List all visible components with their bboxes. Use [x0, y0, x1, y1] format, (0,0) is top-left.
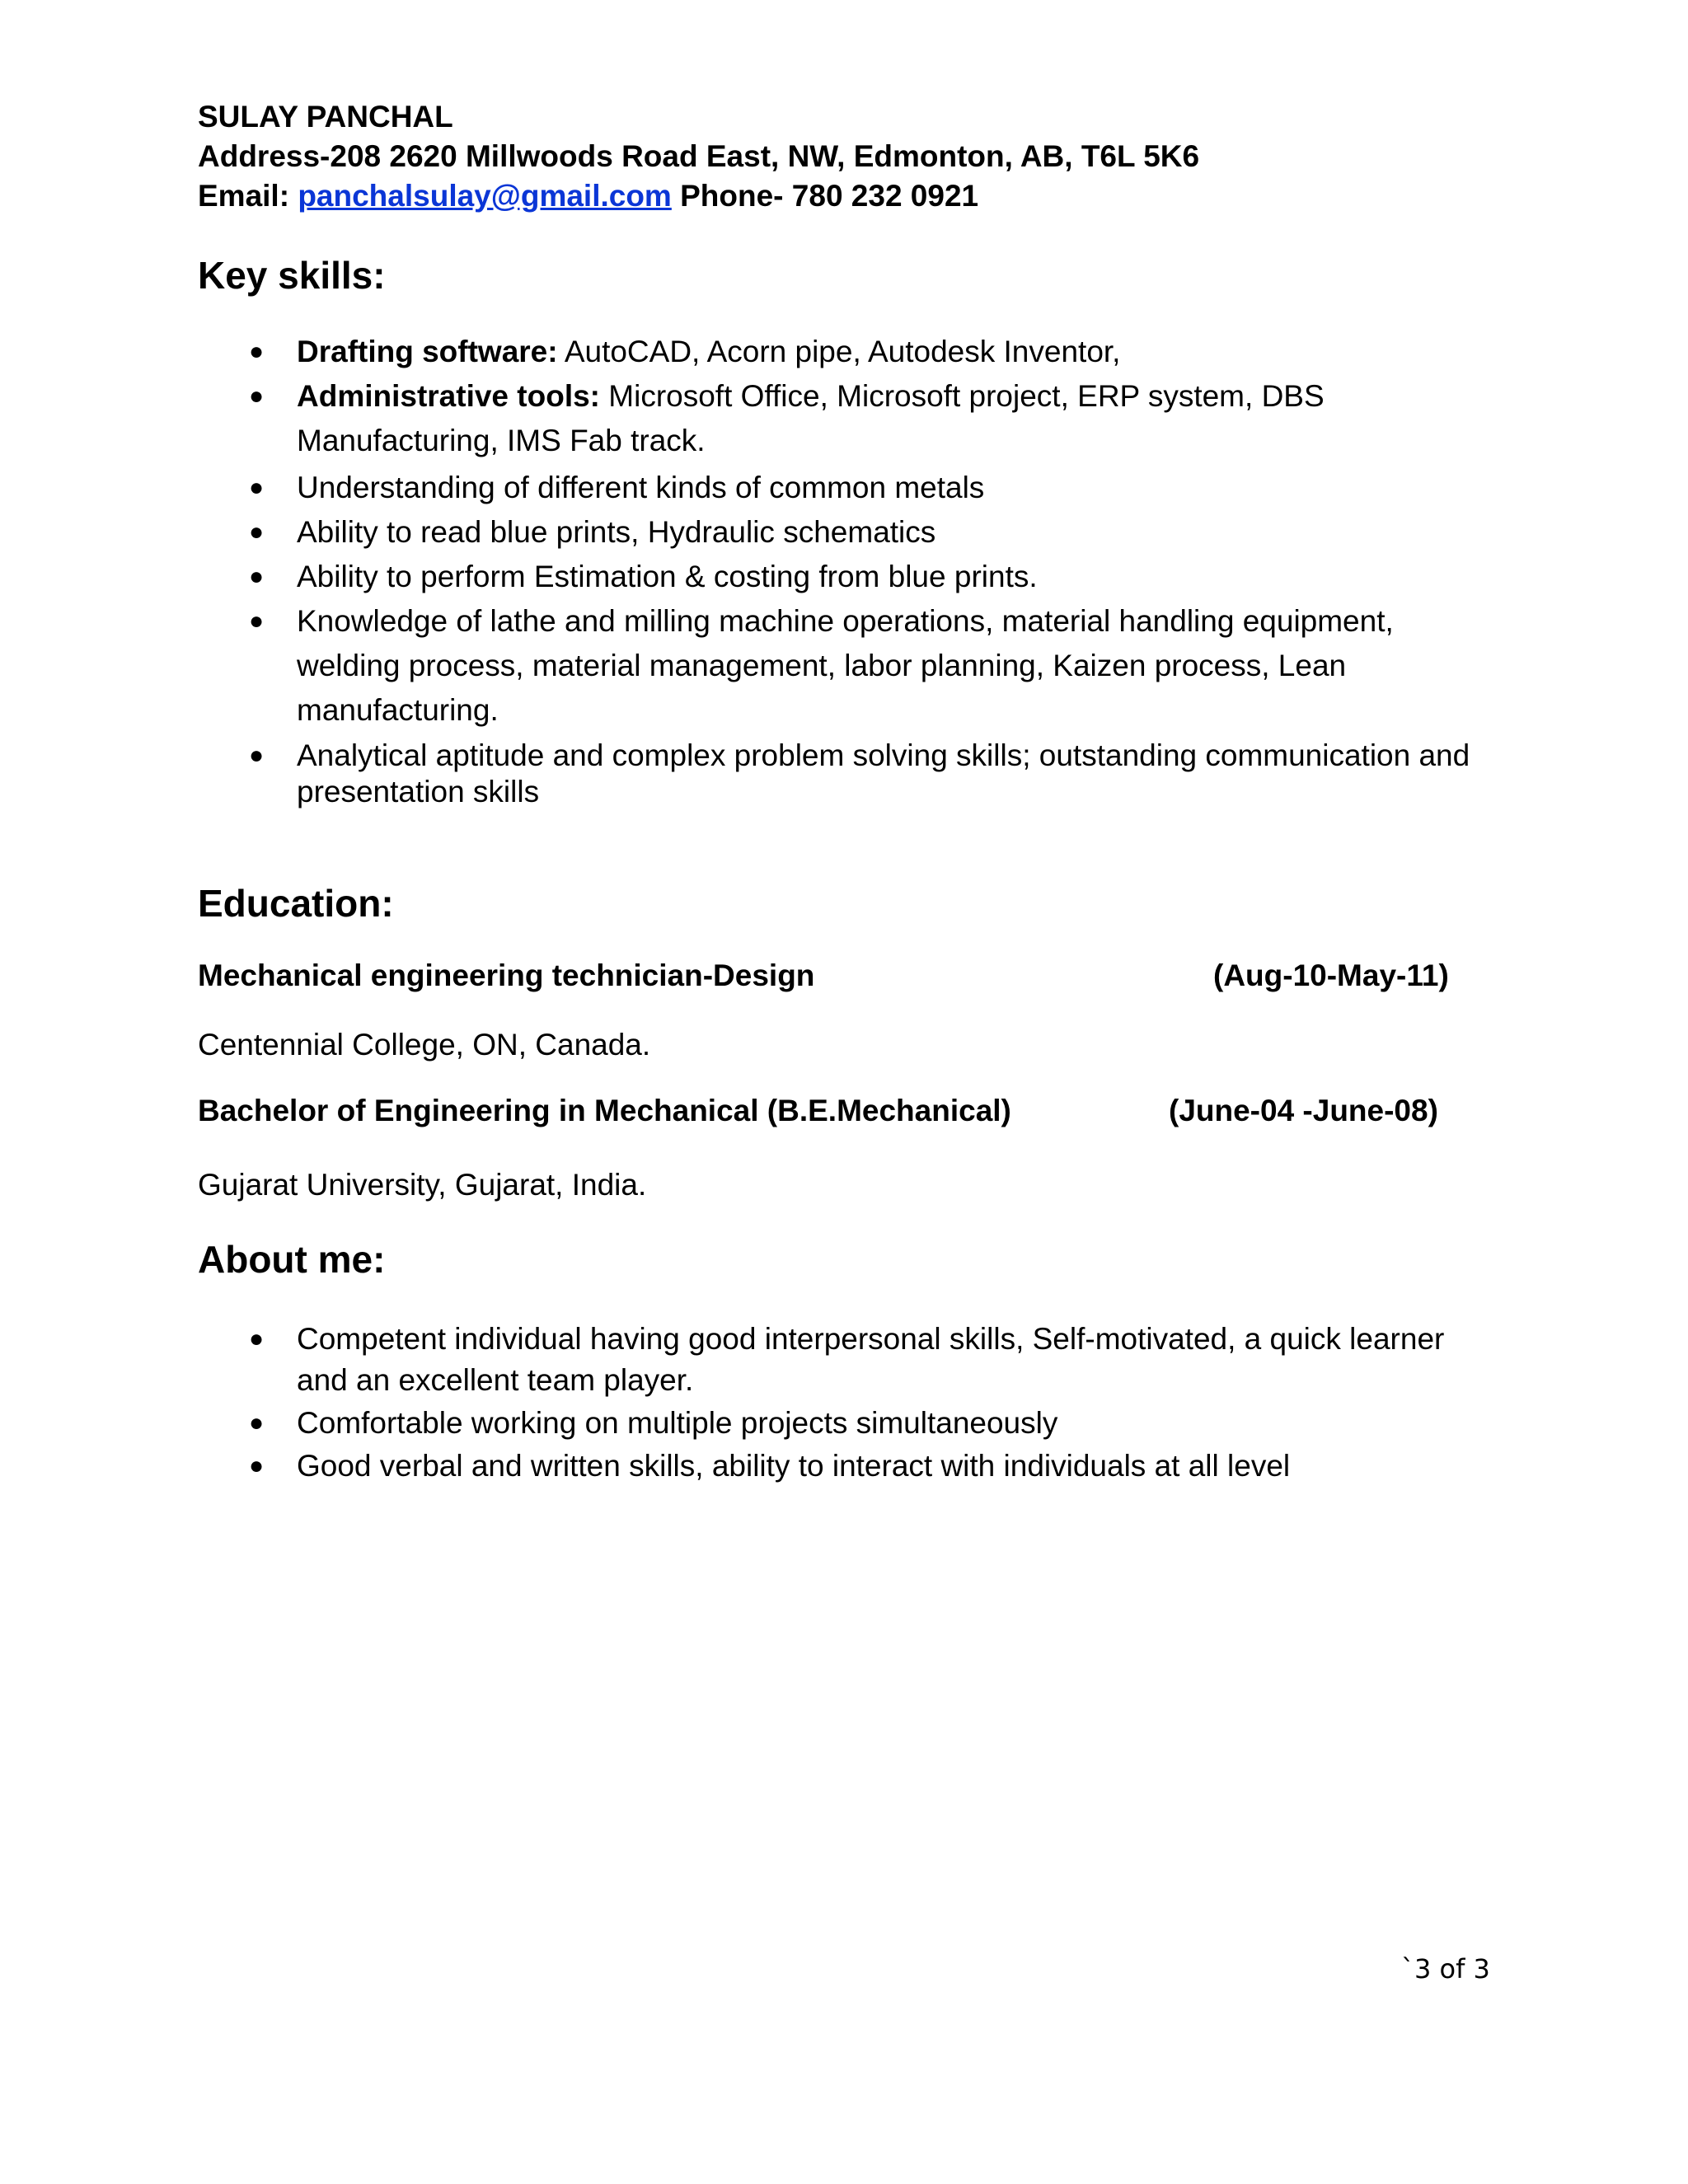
- about-text: Good verbal and written skills, ability to interact with individuals at all level: [297, 1449, 1291, 1483]
- skill-text: Ability to read blue prints, Hydraulic schematics: [297, 515, 936, 549]
- bullet-icon: ●: [249, 742, 265, 769]
- bullet-icon: ●: [249, 607, 265, 635]
- education-entry: [198, 956, 1479, 996]
- bullet-icon: ●: [249, 518, 265, 546]
- list-item: [198, 466, 1484, 510]
- degree-dates: (Aug-10-May-11): [1213, 958, 1449, 992]
- bullet-icon: ●: [249, 1452, 265, 1479]
- institution: Gujarat University, Gujarat, India.: [198, 1168, 647, 1202]
- skill-label: Administrative tools:: [297, 379, 600, 413]
- skill-text: Microsoft Office, Microsoft project, ERP system, DBS Manufacturing, IMS Fab track.: [297, 379, 1325, 457]
- list-item: [198, 374, 1484, 463]
- education-entry: [198, 1091, 1479, 1131]
- bullet-icon: ●: [249, 1409, 265, 1436]
- bullet-icon: ●: [249, 474, 265, 501]
- skill-text: Knowledge of lathe and milling machine operations, material handling equipment, welding process, material management, labor planning, Kaizen process, Lean manufacturing.: [297, 604, 1394, 727]
- list-item: [198, 555, 1484, 599]
- email-link[interactable]: panchalsulay@gmail.com: [298, 179, 672, 213]
- email-label: Email:: [198, 179, 290, 213]
- about-text: Competent individual having good interpersonal skills, Self-motivated, a quick learner and an excellent team player.: [297, 1322, 1445, 1397]
- bullet-icon: ●: [249, 563, 265, 590]
- list-item: [198, 599, 1484, 733]
- skill-text: AutoCAD, Acorn pipe, Autodesk Inventor,: [557, 335, 1121, 368]
- list-item: [198, 1446, 1484, 1487]
- list-item: [198, 330, 1484, 374]
- about-me-heading: About me:: [198, 1238, 386, 1281]
- education-heading: Education:: [198, 882, 394, 925]
- list-item: [198, 1319, 1484, 1401]
- skill-text: Understanding of different kinds of common metals: [297, 471, 985, 504]
- skill-text: Ability to perform Estimation & costing from blue prints.: [297, 560, 1038, 593]
- about-me-list: [198, 1319, 1484, 1487]
- contact-header: [198, 97, 1199, 216]
- list-item: [198, 1403, 1484, 1444]
- key-skills-list: [198, 330, 1484, 810]
- degree-dates: (June-04 -June-08): [1169, 1094, 1438, 1127]
- contact-line: [198, 176, 1199, 216]
- bullet-icon: ●: [249, 1325, 265, 1352]
- bullet-icon: ●: [249, 382, 265, 410]
- degree-title: Bachelor of Engineering in Mechanical (B.E.Mechanical): [198, 1094, 1011, 1127]
- list-item: [198, 738, 1484, 810]
- skill-text: Analytical aptitude and complex problem solving skills; outstanding communication and presentation skills: [297, 738, 1470, 808]
- skill-label: Drafting software:: [297, 335, 558, 368]
- key-skills-heading: Key skills:: [198, 254, 386, 297]
- page-number: `3 of 3: [1401, 1953, 1490, 1985]
- about-text: Comfortable working on multiple projects simultaneously: [297, 1406, 1058, 1440]
- applicant-name: SULAY PANCHAL: [198, 100, 453, 134]
- address: Address-208 2620 Millwoods Road East, NW, Edmonton, AB, T6L 5K6: [198, 139, 1200, 173]
- list-item: [198, 510, 1484, 555]
- phone: Phone- 780 232 0921: [680, 179, 979, 213]
- institution: Centennial College, ON, Canada.: [198, 1028, 651, 1062]
- bullet-icon: ●: [249, 338, 265, 365]
- degree-title: Mechanical engineering technician-Design: [198, 958, 815, 992]
